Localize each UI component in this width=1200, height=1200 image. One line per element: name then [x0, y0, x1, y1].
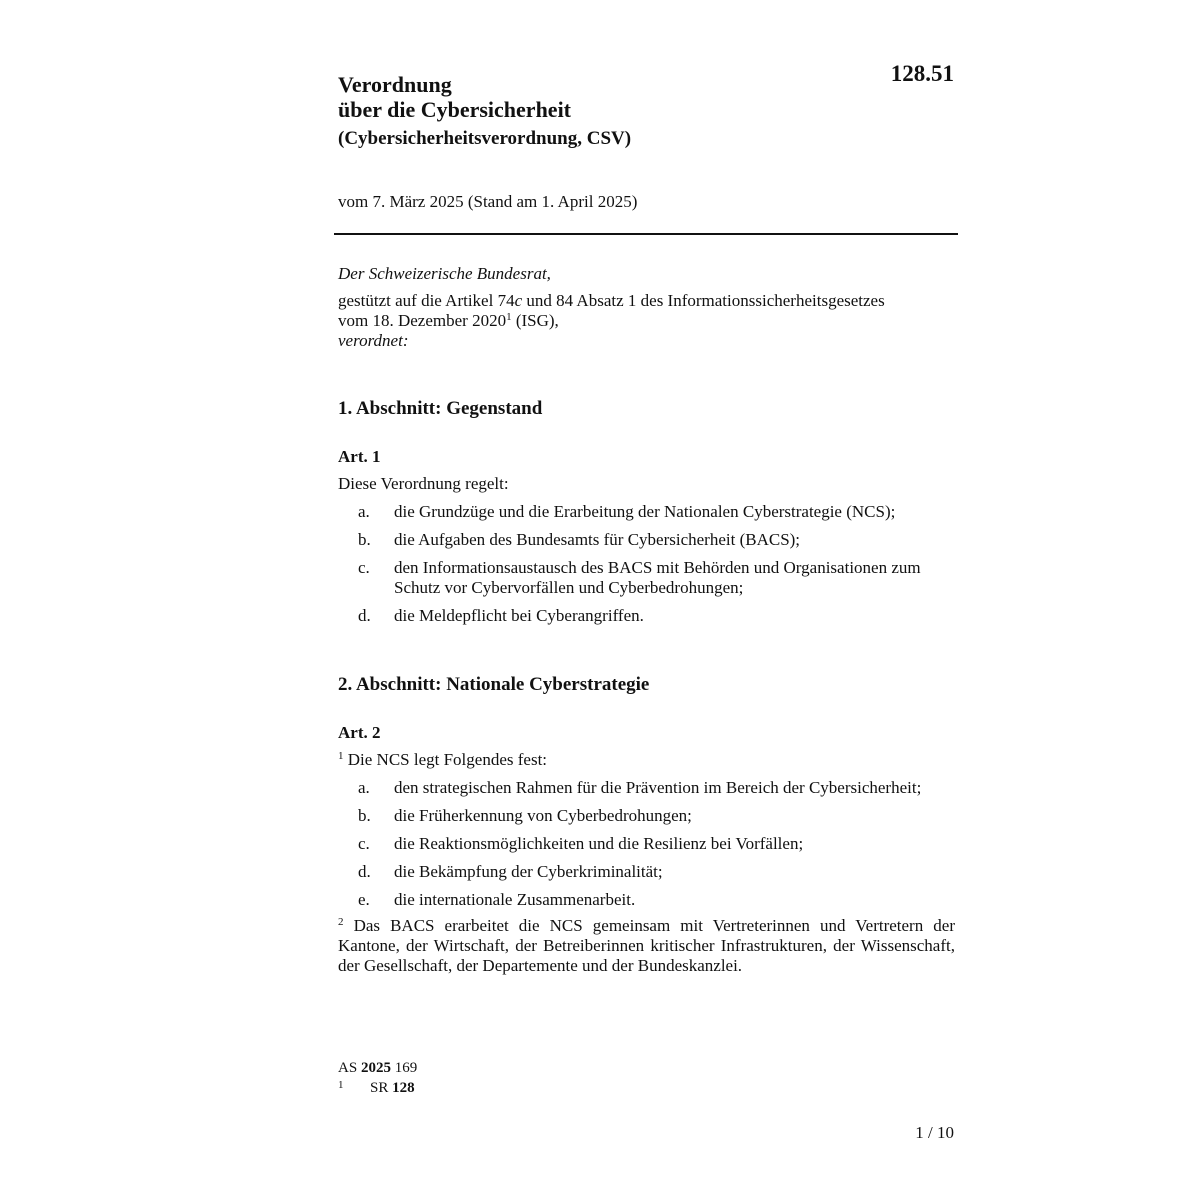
- footnote-text: [338, 1078, 415, 1098]
- item-text: die Reaktionsmöglichkeiten und die Resilienz bei Vorfällen;: [394, 834, 804, 853]
- article-2-para-2: [338, 916, 955, 976]
- footnote-number: 1: [338, 1079, 344, 1091]
- preamble-enactment: verordnet:: [338, 331, 409, 350]
- para-2-text: Das BACS erarbeitet die NCS gemeinsam mit Vertreterinnen und Vertretern der Kantone, der Wirtschaft, der Betreiberinnen kritischer Infrastrukturen, der Wissenschaft, der Gesellschaft, der Departemente und der Bundeskanzlei.: [338, 916, 955, 975]
- page-number: 1 / 10: [915, 1123, 954, 1142]
- title-divider: [334, 233, 958, 235]
- footnote-1: [338, 1078, 638, 1098]
- item-text: die Früherkennung von Cyberbedrohungen;: [394, 806, 692, 825]
- item-text: die Aufgaben des Bundesamts für Cybersicherheit (BACS);: [394, 530, 801, 549]
- list-item: [338, 862, 955, 882]
- para-1-intro: Die NCS legt Folgendes fest:: [343, 750, 548, 769]
- list-item: [338, 502, 955, 522]
- footnote-ref-1[interactable]: 1: [506, 311, 512, 323]
- article-1-list: [338, 502, 955, 626]
- title-line-2: über die Cybersicherheit: [338, 97, 572, 122]
- list-item: [338, 778, 955, 798]
- list-item: [338, 806, 955, 826]
- section-2: [338, 673, 955, 976]
- as-prefix: AS: [338, 1060, 361, 1076]
- list-item: [338, 558, 955, 598]
- item-label: d.: [358, 606, 371, 625]
- title-short-name: (Cybersicherheitsverordnung, CSV): [338, 128, 632, 149]
- section-1-heading: 1. Abschnitt: Gegenstand: [338, 398, 543, 419]
- paragraph-number: 1: [338, 750, 344, 762]
- list-item: [338, 834, 955, 854]
- item-label: c.: [358, 558, 370, 577]
- basis-text-1: gestützt auf die Artikel 74: [338, 291, 515, 310]
- basis-italic: c: [514, 291, 523, 310]
- article-1-intro: Diese Verordnung regelt:: [338, 474, 509, 493]
- paragraph-number: 2: [338, 916, 344, 928]
- item-label: a.: [358, 502, 370, 521]
- official-collection-ref: [338, 1058, 638, 1078]
- item-text: die Meldepflicht bei Cyberangriffen.: [394, 606, 644, 625]
- item-label: b.: [358, 530, 371, 549]
- basis-text-2: und 84 Absatz 1 des Informationssicherheitsgesetzes: [522, 291, 885, 310]
- list-item: [338, 890, 955, 910]
- basis-text-3: vom 18. Dezember 2020: [338, 311, 507, 330]
- footnotes: [338, 1058, 638, 1098]
- article-2-heading: Art. 2: [338, 723, 381, 742]
- date-line: vom 7. März 2025 (Stand am 1. April 2025): [338, 192, 638, 211]
- article-1-heading: Art. 1: [338, 447, 381, 466]
- as-page: 169: [390, 1060, 418, 1076]
- section-2-heading: 2. Abschnitt: Nationale Cyberstrategie: [338, 674, 650, 695]
- item-text: den strategischen Rahmen für die Prävention im Bereich der Cybersicherheit;: [394, 778, 922, 797]
- item-text: die internationale Zusammenarbeit.: [394, 890, 636, 909]
- list-item: [338, 530, 955, 550]
- list-item: [338, 606, 955, 626]
- item-label: b.: [358, 806, 371, 825]
- section-1: [338, 397, 955, 626]
- item-text: die Grundzüge und die Erarbeitung der Nationalen Cyberstrategie (NCS);: [394, 502, 896, 521]
- item-label: a.: [358, 778, 370, 797]
- as-year: 2025: [360, 1060, 391, 1076]
- preamble-legal-basis: [338, 291, 955, 331]
- preamble-authority: Der Schweizerische Bundesrat,: [338, 264, 551, 283]
- sr-number: 128.51: [890, 61, 954, 86]
- article-2-list: [338, 778, 955, 910]
- basis-text-4: (ISG),: [511, 311, 559, 330]
- sr-prefix: SR: [370, 1080, 393, 1096]
- sr-ref[interactable]: 128: [392, 1080, 415, 1096]
- title-line-1: Verordnung: [338, 72, 452, 97]
- article-2-para-1: [338, 750, 955, 770]
- item-text: die Bekämpfung der Cyberkriminalität;: [394, 862, 663, 881]
- preamble: [338, 264, 955, 351]
- item-label: e.: [358, 890, 370, 909]
- item-text: den Informationsaustausch des BACS mit Behörden und Organisationen zum Schutz vor Cybervorfällen und Cyberbedrohungen;: [394, 558, 921, 597]
- item-label: c.: [358, 834, 370, 853]
- title-block: [338, 72, 955, 213]
- item-label: d.: [358, 862, 371, 881]
